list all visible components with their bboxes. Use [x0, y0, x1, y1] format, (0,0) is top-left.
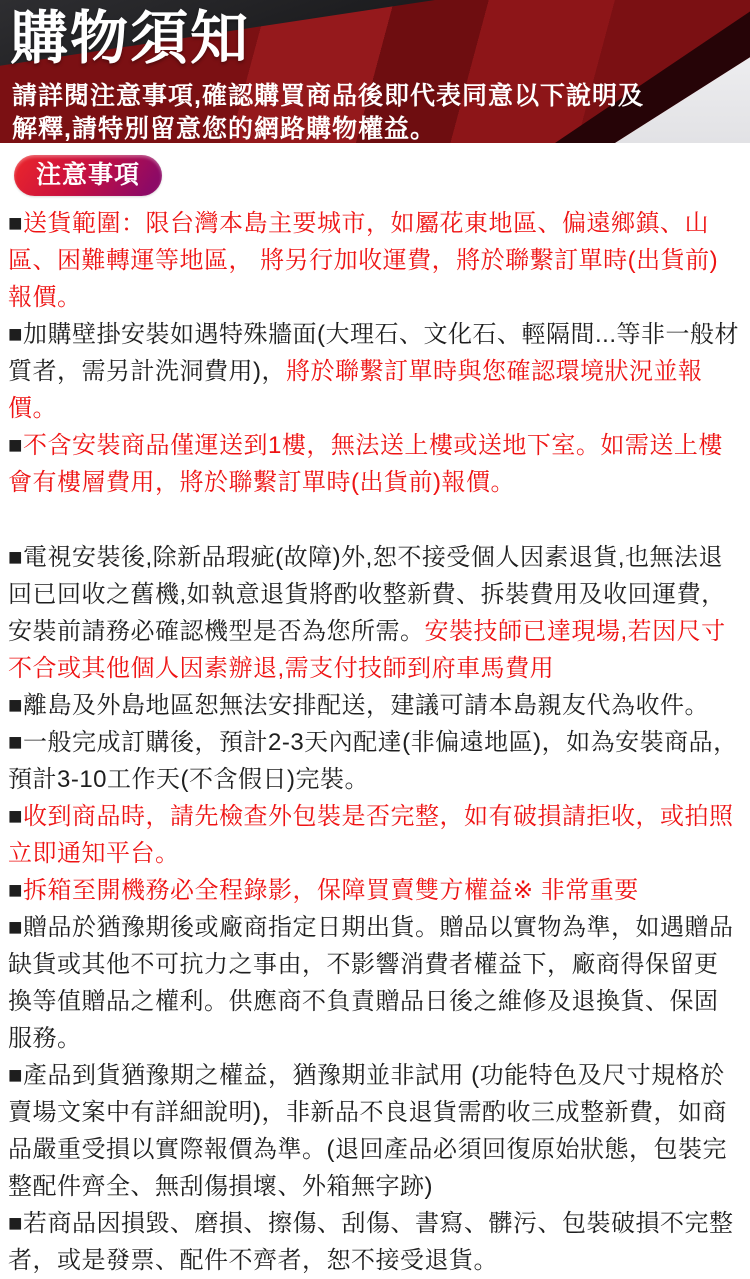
notice-text-segment: 將於聯繫訂單時與您確認環境狀況並報價。 — [8, 358, 703, 422]
notice-section-badge: 注意事項 — [14, 155, 162, 196]
header-banner — [0, 0, 750, 143]
notice-text-segment: ■離島及外島地區恕無法安排配送，建議可請本島親友代為收件。 — [8, 692, 709, 719]
notice-item — [8, 316, 742, 427]
notice-text-segment: ■電視安裝後,除新品瑕疵(故障)外,恕不接受個人因素退貨,也無法退回已回收之舊機,如執意退貨將酌收整新費、拆裝費用及收回運費，安裝前請務必確認機型是否為您所需。 — [8, 544, 726, 645]
notice-item — [8, 872, 742, 909]
notice-text-segment: 不含安裝商品僅運送到1樓，無法送上樓或送地下室。如需送上樓會有樓層費用，將於聯繫訂單時(出貨前)報價。 — [8, 432, 723, 496]
notice-text-segment: ■ — [8, 210, 23, 237]
notice-text-segment: ■贈品於猶豫期後或廠商指定日期出貨。贈品以實物為準，如遇贈品缺貨或其他不可抗力之事由，不影響消費者權益下，廠商得保留更換等值贈品之權利。供應商不負責贈品日後之維修及退換貨、保固服務。 — [8, 914, 734, 1052]
header-subtitle — [12, 80, 644, 143]
notice-text-segment: ■加購壁掛安裝如遇特殊牆面(大理石、文化石、輕隔間...等非一般材質者，需另計洗洞費用)， — [8, 321, 739, 385]
notice-item — [8, 539, 742, 687]
notice-list — [0, 196, 750, 1279]
page-title: 購物須知 — [10, 6, 251, 71]
notice-text-segment: ■ — [8, 432, 23, 459]
notice-text-segment: 安裝技師已達現場,若因尺寸不合或其他個人因素辦退,需支付技師到府車馬費用 — [8, 618, 726, 682]
notice-item — [8, 909, 742, 1057]
notice-text-segment: ■ — [8, 877, 23, 904]
notice-item — [8, 724, 742, 798]
notice-item — [8, 1057, 742, 1205]
notice-text-segment: ■若商品因損毀、磨損、擦傷、刮傷、書寫、髒污、包裝破損不完整者，或是發票、配件不齊者，恕不接受退貨。 — [8, 1210, 734, 1274]
notice-text-segment: 送貨範圍：限台灣本島主要城市，如屬花東地區、偏遠鄉鎮、山區、困難轉運等地區， 將另行加收運費，將於聯繫訂單時(出貨前)報價。 — [8, 210, 719, 311]
notice-text-segment: ■一般完成訂購後，預計2-3天內配達(非偏遠地區)，如為安裝商品，預計3-10工作天(不含假日)完裝。 — [8, 729, 738, 793]
notice-item — [8, 798, 742, 872]
header-subtitle-line2: 解釋,請特別留意您的網路購物權益。 — [12, 115, 436, 143]
notice-item — [8, 427, 742, 501]
notice-item — [8, 1205, 742, 1279]
header-subtitle-line1: 請詳閱注意事項,確認購買商品後即代表同意以下說明及 — [12, 82, 644, 110]
notice-item — [8, 205, 742, 316]
notice-text-segment: 收到商品時，請先檢查外包裝是否完整，如有破損請拒收，或拍照立即通知平台。 — [8, 803, 734, 867]
notice-text-segment: 拆箱至開機務必全程錄影，保障買賣雙方權益※ 非常重要 — [23, 877, 639, 904]
notice-text-segment: ■產品到貨猶豫期之權益，猶豫期並非試用 (功能特色及尺寸規格於賣場文案中有詳細說明)，非新品不良退貨需酌收三成整新費，如商品嚴重受損以實際報價為準。(退回產品必須回復原始狀態，包裝完整配件齊全、無刮傷損壞、外箱無字跡) — [8, 1062, 727, 1200]
notice-item — [8, 687, 742, 724]
notice-text-segment: ■ — [8, 803, 23, 830]
